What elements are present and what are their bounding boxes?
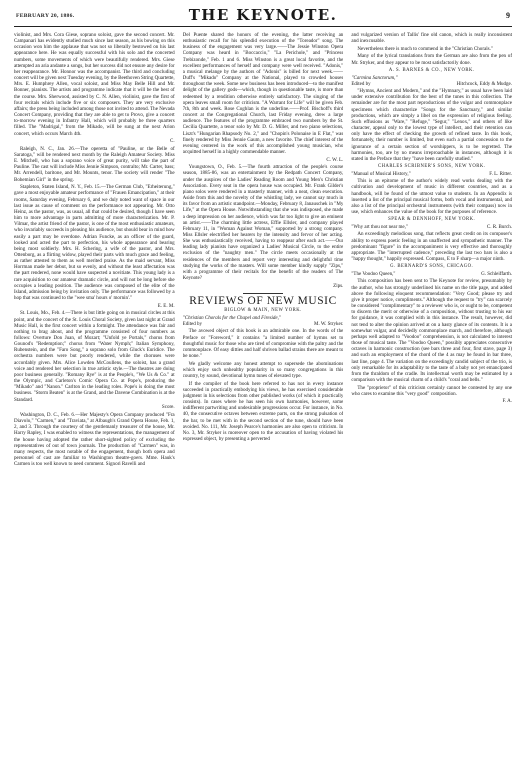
signature: F. A. — [502, 398, 513, 405]
review-entry-title: "Christian Chorals for the Chapel and Fireside," — [182, 316, 281, 322]
signature: Zips. — [333, 282, 344, 289]
publisher-heading: BIGLOW & MAIN, NEW YORK. — [224, 308, 302, 314]
entry-title: "The Voodoo Queen," — [351, 272, 396, 278]
publisher-heading: G. BERNARD'S SONS, CHICAGO. — [390, 264, 474, 270]
entry-author: G. Schleiffarth. — [481, 272, 513, 278]
publisher-heading: A. S. BARNES & CO., NEW YORK. — [388, 67, 475, 73]
column-2 — [183, 32, 344, 750]
signature: E. E. M. — [157, 302, 175, 309]
publisher-heading: CHARLES SCRIBNER'S SONS, NEW YORK. — [377, 164, 486, 169]
review-paragraph: We gladly welcome any honest attempt to supersede the abominations which enjoy such unhealthy popularity in so many congregations in this country, by sound, devotional hymn tunes of elevated type. — [182, 360, 344, 379]
credit-name: M. W. Stryker. — [314, 322, 344, 328]
entry-title: "Why art thou not near me," — [351, 225, 408, 231]
credit-label: Edited by — [182, 322, 202, 328]
review-paragraph: An exceedingly melodious song, that reflects great credit on its composer's ability to express poetic feeling in an unaffected and sympathetic manner. The predominant "figure" in the accompaniment is very effective and thoroughly appropriate. The "interrupted cadence," preceding the last two bars is also a "happy thought," happily expressed. Compass, E to F sharp—a major ninth. — [351, 231, 513, 263]
stapleton-report: Stapleton, Staten Island, N. Y., Feb. 15.—The German Club, "Erheiterung," gave a most enjoyable amateur performance of "Frauen Emancipation," at their rooms, Saturday evening, February 6, and we duly noted want of space in our last issue as cause of comment on the performance not appearing. Mr. Otto Heinz, as the pastor, was, as usual, all that could be desired, though I have seen him to more advantage in parts admitting of more characterization. Mr. P. Vilmar, the artist friend of the pastor, is one of the most enthusiastic amateurs, who invariably succeeds in pleasing his audience, but should bear in mind how easily a part may be overdone. Adrian Funcke, as an officer of the guard, looked and acted the part to perfection, his whole appearance and bearing being most soldierly. Mrs. H. Schering, a wife of the pastor, and Mrs. Ottenborg, as a flirting widow, played their parts with much grace and feeling, as rather attested to them as well merited praise. As the maid servant, Miss Horrman made her debut, but so evenly, and without the least affectation was the part rendered, none would have suspected a novitiate. This young lady is a rare acquisition to our amateur dramatic circle, and will not be long before she occupies a leading position. The audience was composed of the elite of the Island, admission being by invitation only. The performance was followed by a hop that was continued to the "wee sma' hours o' mornin'." — [14, 184, 175, 302]
entry-author: F. L. Ritter. — [489, 172, 513, 178]
review-paragraph: "Hymns, Ancient and Modern," and the "Hymnary," as usual have been laid under extensive contribution for the best of the tunes in this collection. The remainder are for the most part reproductions of the vulgar and commonplace specimens which characterize "Songs for the Sanctuary," and similar productions, which are simply a libel on the expression of religious feeling. Such effusions as "Ware," "Refuge," "Segur," "Lenox," and others of like character, appeal only to the lowest type of intellect, and their retention can only have the effect of checking the growth of refined taste. In this book, fortunately, their number is limited, but even such a partial concession to the ignorance of a certain section of worshippers, is to be regretted. The harmonies, too, are by no means irreproachable in instances, although it is stated in the Preface that they "have been carefully studied." — [351, 88, 513, 162]
review-paragraph: The "proprietor" of this criticism certainly cannot be contested by any one who cares to examine this "very good" composition. — [351, 384, 513, 397]
header-rule — [14, 26, 512, 27]
column-1 — [14, 32, 175, 750]
review-paragraph: This is an epitome of the author's widely read works dealing with the cultivation and development of music in different countries, and as a handbook, will be found of the utmost value to students. In an Appendix is inserted a list of the principal musical forms, both vocal and instrumental, and also a list of the principal orchestral instruments (with their compass) now in use, which enhances the value of the book for the purposes of reference. — [351, 178, 513, 216]
section-divider — [243, 293, 283, 294]
signature: C. — [170, 138, 175, 145]
issue-date: FEBRUARY 20, 1886. — [16, 13, 75, 19]
youngstown-report: Youngstown, O., Feb. 5.—The fourth attraction of the people's course season, 1885-86, was an entertainment by the Redpath Concert Company, under the auspices of the Ladies' Reading Room and Young Men's Christian Association. Every seat in the opera house was occupied. Mr. Frank Gilder's piano solos were rendered in a masterly manner, with a neat, clean execution. Aside from this and the novelty of the whistling lady, we cannot say much in its favor from an artistic standpoint.—Monday, February 8, Janauschek in "My Life," at the Opera House. Notwithstanding that she was indisposed, she made a deep impression on her audience, which was far too light to give an eminent an artist.——The charming little actress, Effie Ellsler, and company played February 11, in "Woman Against Woman," supported by a strong company. Miss Ellsler electrified her hearers by the intensity and fervor of her acting. She was enthusiastically received, having to reappear after each act.——Our leading lady pianists have organized a Ladies' Musical Circle, to the entire exclusion of the "naughty men." The circle meets occasionally at the residences of the members and report very interesting and delightful time studying the works of the masters. Will some member kindly supply "Zips," with a programme of their recitals for the benefit of the readers of The Keynote? — [182, 164, 344, 282]
signature: Score. — [161, 404, 175, 411]
signature: C. W. L. — [326, 156, 344, 163]
review-paragraph: Nevertheless there is much to commend in the "Christian Chorals." — [357, 45, 493, 52]
review-entry-title: "Carmina Sanctorum," — [351, 75, 398, 81]
washington-report: Washington, D. C., Feb. 6.—Her Majesty's Opera Company produced "Fra Diavolo," "Carmen," and "Traviata," at Albaugh's Grand Opera House, Feb. 1, 2, and 3. Through the courtesy of the gentlemanly treasurer of the house, Mr. Harry Rapley, I was enabled to witness the representations, the management of the house having adopted the rather short-sighted policy of excluding the representatives of out of town journals. The production of "Carmen" was, in many respects, the most notable of the engagement, though both opera and personnel of cast are familiar to Washington theatre-goers. Mme. Hauk's Carmen is too well known to need comment. Signori Ravelli and — [14, 411, 175, 468]
entry-author: C. R. Burch. — [486, 225, 513, 231]
review-paragraph: and vulgarized version of Tallis' fine old canon, which is really inconsistent and inexcusable. — [351, 32, 513, 45]
providence-report: violinist, and Mrs. Cora Giese, soprano soloist, gave the second concert. Mr. Campanari has evidently studied much since last season, as his bowing on this occasion won him the applause that was not so liberally bestowed on his last appearance here. He was equally successful with his solo and the concerted numbers, some movements of which were beautifully rendered. Mrs. Giese attempted an aria andante a songs, but her success did not ensure any desire for her reappearance. Mr. Honnor was the accompanist. The third and concluding concert will be given next Tuesday evening, by the Beethoven String Quartette, Mrs. E. Humphrey Allen, vocal soloist, and Miss May Belle Hill and Mr. Bonner, pianists. The artists and programme indicate that it will be the best of the course. Mrs. Sherwood, assisted by C. N. Allen, violinist, gave the first of four recitals which include five or six composers. They are very exclusive affairs; the press being included among those not invited to attend. The Nevada Concert Company, providing that they are able to get to Provo, give a concert to-morrow evening in Infantry Hall, which will probably be three quarters filled. The "Madrigal," from the Mikado, will be sung at the next Arion concert, which occurs March 4th. — [14, 32, 175, 137]
raleigh-report: Raleigh, N. C., Jan. 26.—The operetta of "Pauline, or the Belle of Saratoga," will be rendered next month by the Raleigh Amateur Society. Miss E. Mitchell, who has a soprano voice of great purity, will take the part of Pauline. The cast will include Miss Jennie Simpson, contralto; Mr. Carter, bass; Mr. Arrendell, baritone, and Mr. Mounts, tenor. The society will render "The Bohemian Girl" in the spring. — [14, 145, 175, 183]
entry-title: "Manual of Musical History," — [351, 172, 411, 178]
article-columns — [14, 32, 512, 750]
publication-title: THE KEYNOTE. — [188, 6, 338, 24]
review-paragraph: This composition has been sent to The Keynote for review, presumably by the author, who has strongly underlined his name on the title page, and added above the following eloquent recommendation: "Very Good; please try and give it proper notice, compliments." Although the request to "try" can scarcely be considered "complimentary" to a reviewer who is, or ought to be, competent to discern the merit or otherwise of a composition, without trusting to his ear for guidance, it was complied with in this instance. The result, however, did not tend to alter the opinion arrived at on a hasty glance of its contents. It is a somewhat vulgar, and decidedly commonplace march, and therefore, although perhaps well adapted to "Voodoo" comprehension, is not calculated to interest those of musical taste. The "Voodoo Queen," possibly appreciates consecutive octaves in harmonic construction (see bars three and four, first stave, page 3) and such an employment of the chord of the 4 as may be found in bar three, last line, page 4. The variation on the exceedingly candid subject of the trio, is only remarkable for its adaptability to the taste of a baby not yet emancipated from the thraldom of the cradle. Its intellectual worth may be estimated by a comparison with the musical charm of a child's "coral and bells." — [351, 278, 513, 383]
column-3 — [351, 32, 512, 750]
reviews-section-heading: REVIEWS OF NEW MUSIC — [189, 294, 337, 307]
st-louis-report: St. Louis, Mo., Feb. 4.—There is but little going on in musical circles at this point, and the concert of the St. Louis Choral Society, given last night at Grand Music Hall, is the first concert within a fortnight. The attendance was fair and nothing to brag about, and the programme consisted of four numbers as follows: Overture Don Juan, of Mozart; "Unfold ye Portals," chorus from Gounod's "Redemption;" chorus from "Water Nymph;" Italian Symphony, Rubenstein, and the "Faro Song," a soprano solo from Gluck's Euridice. The orchestra numbers were but poorly rendered, while the choruses were accordably given. Mrs. Alice Lowden McCoullens, the soloist, has a grand voice and rendered her selection in true artistic style.—The theatres are doing poor business generally. "Romany Rye" is at the People's, "We Us & Co." at the Olympic, and Carleton's Comic Opera Co. at Pope's, producing the "Mikado" and "Nanon." Carlton in the leading roles. Pope's is doing the most business. "Storm Beaten" is at the Grand, and the Davene Combination is at the Standard. — [14, 310, 175, 403]
page-number: 9 — [506, 11, 510, 20]
review-paragraph: Many of the lyrical translations from the German are also from the pen of Mr. Stryker, and they appear to be most satisfactorily done. — [351, 53, 513, 66]
review-paragraph: If the compiler of the book here referred to has not in every instance succeeded in practically embodying his views, he has exercised considerable judgment in his selections from other published works (of which it practically consists). In cases where he has seen his own harmonies, however, some indifferent partwriting and undesirable progressions occur. For instance, in No. 40, the consecutive octaves between extreme parts, on the strong pulsation of the bar, to be met with in the second section of the tune, should have been avoided. No. 111, Mr. Joseph Pearce's harmonies are also open to criticism. In No. 3, Mr. Stryker is moreover open to the accusation of having violated his expressed object, by presenting a perverted — [182, 380, 344, 443]
washington-report-continued: Del Puente shared the honors of the evening, the latter receiving an enthusiastic recall for his splendid execution of the "Toreador" song. The business of the engagement was very large.——The Jessie Winston Opera Company was heard in "Boccaccio," "La Perichole," and "Princess Trebizonde," Feb. 1 and 6. Miss Winston is a great local favorite, and the excellent performances of herself and company were well received. "Adonis," a musical melange by the authors of "Adonis" is billed for next week.——Duff's "Mikado" Company at the National, played to crowded houses throughout the week. Some new business has been introduced—to the manifest delight of the gallery gods—which, though in questionable taste, is more than redeemed by a rendition otherwise entirely satisfactory. The singing of the opera leaves small room for criticism. "A Warrant for Life" will be given Feb. 7th, 8th and week. Rose Coghlan is the underline.——Prof. Bischoff's third concert at the Congregational Church, last Friday evening, drew a large audience. The features of the programme embraced two numbers by the St. Cecilia Quartette, a tenor solo by Mr. D. G. Miller, and two piano selections, Liszt's "Hungarian Rhapsody No. 2," and "Chopin's Polonaise in E Flat," was finely rendered by Miss Jennie Gaum, a new favorite. The chief interest of the evening centered in the work of this accomplished young musician, who acquitted herself in a highly commendable manner. — [182, 32, 344, 155]
review-paragraph: The avowed object of this book is an admirable one. In the words of the Preface or "Foreword," it contains "a limited number of hymns set to thoughtful music for those who are tired of compromise with the paltry and the commonplace. Of easy ditties and half shriven ballad strains there are meant to be none." — [182, 328, 344, 360]
masthead — [14, 6, 512, 28]
publisher-heading: SPEAR & DENNHOFF, NEW YORK. — [388, 217, 476, 223]
credit-label: Edited by — [351, 82, 371, 88]
credit-name: Hitchcock, Eddy & Mudge. — [456, 82, 513, 88]
